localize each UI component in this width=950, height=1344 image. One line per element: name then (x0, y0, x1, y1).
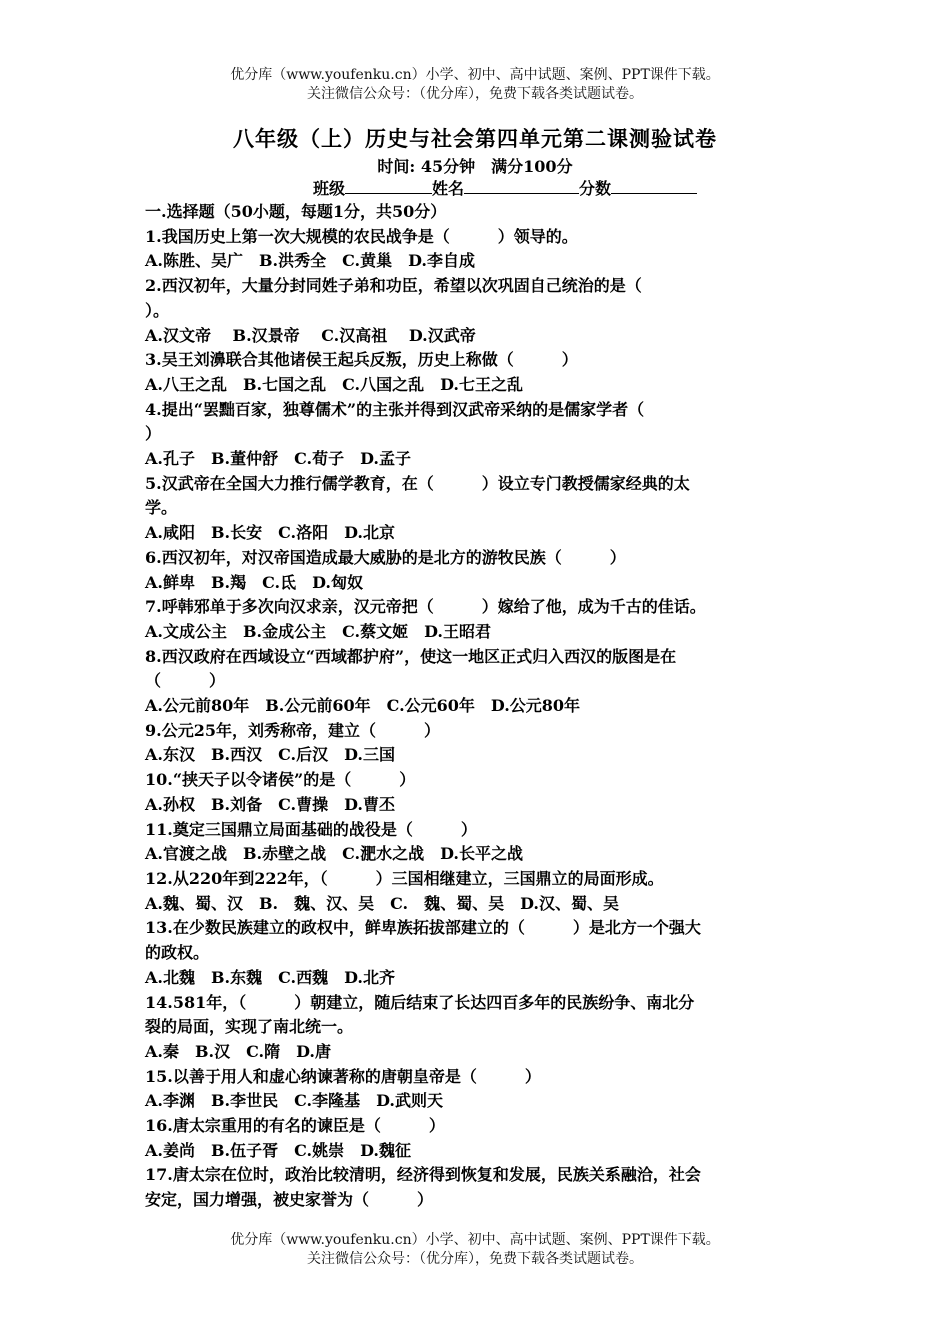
page-footer (0, 1231, 950, 1269)
question-line: 15.以善于用人和虚心纳谏著称的唐朝皇帝是（ ） (145, 1066, 541, 1086)
header-line-1: 优分库（www.youfenku.cn）小学、初中、高中试题、案例、PPT课件下载。 (230, 67, 720, 83)
question-line: A.李渊 B.李世民 C.李隆基 D.武则天 (145, 1091, 443, 1111)
question-line: 8.西汉政府在西域设立“西域都护府”，使这一地区正式归入西汉的版图是在 (145, 646, 677, 666)
question-line: （ ） (145, 671, 226, 691)
question-line: ）。 (145, 300, 170, 320)
question-line: 9.公元25年，刘秀称帝，建立（ ） (145, 720, 440, 740)
question-line: A.汉文帝 B.汉景帝 C.汉高祖 D.汉武帝 (145, 325, 476, 345)
exam-title: 八年级（上）历史与社会第四单元第二课测验试卷 (233, 126, 717, 151)
exam-subtitle: 时间: 45分钟 满分100分 (377, 157, 573, 176)
question-line: A.东汉 B.西汉 C.后汉 D.三国 (145, 745, 395, 765)
question-line: A.公元前80年 B.公元前60年 C.公元60年 D.公元80年 (145, 696, 581, 716)
question-line: 裂的局面，实现了南北统一。 (145, 1017, 354, 1037)
question-line: 的政权。 (145, 943, 210, 963)
question-line: 3.吴王刘濞联合其他诸侯王起兵反叛，历史上称做（ ） (145, 350, 578, 370)
question-line: 4.提出“罢黜百家，独尊儒术”的主张并得到汉武帝采纳的是儒家学者（ (145, 399, 645, 419)
footer-line-2: 关注微信公众号：（优分库），免费下载各类试题试卷。 (307, 1251, 643, 1267)
question-line: 17.唐太宗在位时，政治比较清明，经济得到恢复和发展，民族关系融洽，社会 (145, 1165, 701, 1185)
question-line: 1.我国历史上第一次大规模的农民战争是（ ）领导的。 (145, 226, 578, 246)
question-line: 学。 (145, 498, 178, 518)
question-line: A.孙权 B.刘备 C.曹操 D.曹丕 (145, 794, 395, 814)
question-line: 16.唐太宗重用的有名的谏臣是（ ） (145, 1116, 445, 1136)
question-line: A.咸阳 B.长安 C.洛阳 D.北京 (145, 523, 395, 543)
question-line: 安定，国力增强，被史家誉为（ ） (145, 1190, 434, 1210)
question-line: 2.西汉初年，大量分封同姓子弟和功臣，希望以次巩固自己统治的是（ (145, 276, 642, 296)
score-label: 分数 (579, 179, 612, 198)
question-line: A.鲜卑 B.羯 C.氐 D.匈奴 (145, 572, 363, 592)
question-line: A.孔子 B.董仲舒 C.荀子 D.孟子 (145, 449, 411, 469)
question-line: ） (145, 424, 162, 444)
section-heading: 一.选择题（50小题，每题1分，共50分） (145, 202, 447, 221)
question-line: 14.581年，（ ）朝建立，随后结束了长达四百多年的民族纷争、南北分 (145, 992, 695, 1012)
question-line: A.魏、蜀、汉 B. 魏、汉、吴 C. 魏、蜀、吴 D.汉、蜀、吴 (145, 893, 619, 913)
question-line: A.八王之乱 B.七国之乱 C.八国之乱 D.七王之乱 (145, 374, 523, 394)
question-line: A.文成公主 B.金成公主 C.蔡文姬 D.王昭君 (145, 621, 491, 641)
class-blank[interactable] (345, 177, 432, 194)
question-line: 6.西汉初年，对汉帝国造成最大威胁的是北方的游牧民族（ ） (145, 547, 626, 567)
question-line: A.姜尚 B.伍子胥 C.姚崇 D.魏征 (145, 1140, 411, 1160)
header-line-2: 关注微信公众号：（优分库），免费下载各类试题试卷。 (307, 86, 643, 102)
question-content (145, 200, 809, 1213)
score-blank[interactable] (611, 177, 697, 194)
question-line: A.官渡之战 B.赤壁之战 C.淝水之战 D.长平之战 (145, 844, 523, 864)
page-header (0, 66, 950, 104)
name-label: 姓名 (432, 179, 465, 198)
student-info-line (313, 177, 697, 200)
footer-line-1: 优分库（www.youfenku.cn）小学、初中、高中试题、案例、PPT课件下载。 (230, 1232, 720, 1248)
question-line: 13.在少数民族建立的政权中，鲜卑族拓拔部建立的（ ）是北方一个强大 (145, 918, 701, 938)
question-line: 5.汉武帝在全国大力推行儒学教育，在（ ）设立专门教授儒家经典的太 (145, 473, 690, 493)
class-label: 班级 (313, 179, 346, 198)
question-line: 10.“挟天子以令诸侯”的是（ ） (145, 770, 416, 790)
question-line: A.秦 B.汉 C.隋 D.唐 (145, 1041, 331, 1061)
question-line: 11.奠定三国鼎立局面基础的战役是（ ） (145, 819, 477, 839)
question-line: A.北魏 B.东魏 C.西魏 D.北齐 (145, 967, 395, 987)
question-line: 7.呼韩邪单于多次向汉求亲，汉元帝把（ ）嫁给了他，成为千古的佳话。 (145, 597, 706, 617)
question-line: 12.从220年到222年，（ ）三国相继建立，三国鼎立的局面形成。 (145, 868, 664, 888)
question-line: A.陈胜、吴广 B.洪秀全 C.黄巢 D.李自成 (145, 251, 475, 271)
name-blank[interactable] (464, 177, 579, 194)
